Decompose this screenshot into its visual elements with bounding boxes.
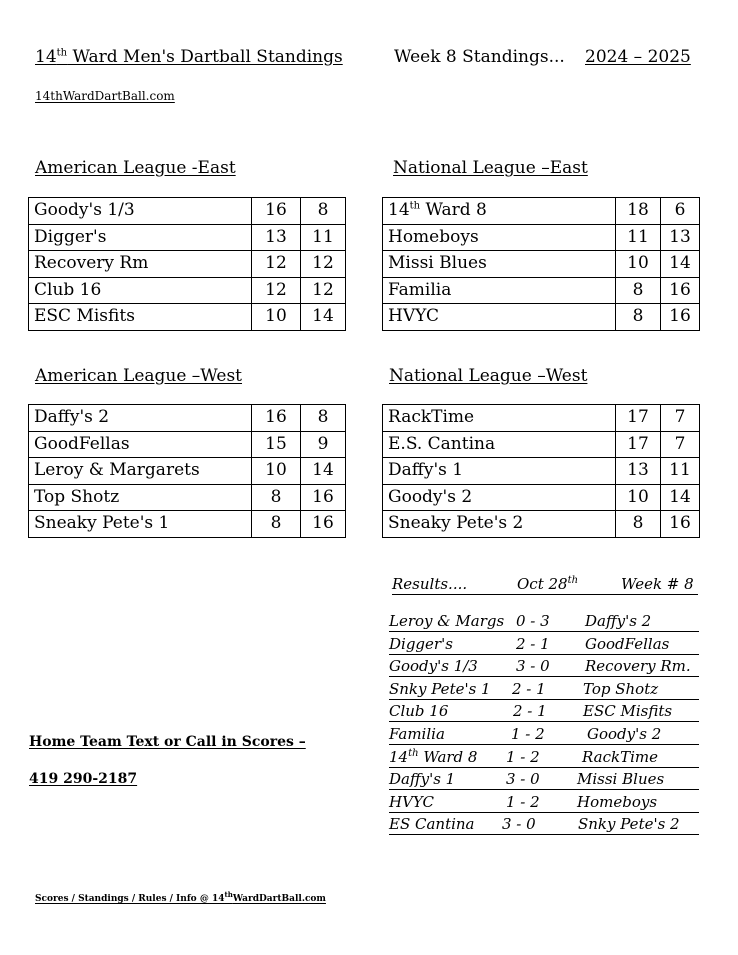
team-losses: 12 (301, 251, 346, 278)
team-name: Missi Blues (383, 251, 616, 278)
team-name: Sneaky Pete's 2 (383, 511, 616, 538)
result-home: Club 16 (389, 702, 449, 721)
team-wins: 17 (616, 431, 661, 458)
team-losses: 16 (301, 484, 346, 511)
table-row (383, 277, 700, 304)
team-name: E.S. Cantina (383, 431, 616, 458)
team-name: Familia (383, 277, 616, 304)
team-wins: 13 (252, 224, 301, 251)
team-name: Daffy's 2 (29, 405, 252, 432)
result-away: Top Shotz (583, 679, 659, 698)
team-wins: 13 (616, 458, 661, 485)
team-losses: 11 (661, 458, 700, 485)
result-away: Goody's 2 (587, 725, 662, 743)
team-losses: 9 (301, 431, 346, 458)
page-title: 14th Ward Men's Dartball Standings (35, 47, 343, 67)
team-wins: 12 (252, 277, 301, 304)
result-away: Missi Blues (577, 770, 665, 789)
team-losses: 7 (661, 405, 700, 432)
table-row (383, 304, 700, 331)
team-losses: 8 (301, 198, 346, 225)
result-row (389, 770, 699, 790)
team-wins: 8 (616, 277, 661, 304)
result-score: 1 - 2 (511, 725, 545, 743)
result-row (389, 702, 699, 722)
results-list (389, 612, 699, 842)
table-row (29, 224, 346, 251)
result-home: HVYC (389, 792, 435, 811)
table-row (29, 251, 346, 278)
team-wins: 10 (252, 458, 301, 485)
results-week: Week # 8 (621, 575, 694, 593)
al-east-table (28, 197, 346, 331)
results-label: Results.... (392, 575, 468, 593)
result-away: Snky Pete's 2 (578, 815, 680, 834)
table-row (29, 484, 346, 511)
result-away: Homeboys (577, 792, 658, 811)
team-losses: 16 (661, 511, 700, 538)
table-row (383, 251, 700, 278)
nl-west-title: National League –West (389, 366, 588, 386)
team-wins: 11 (616, 224, 661, 251)
team-name: ESC Misfits (29, 304, 252, 331)
result-row (389, 793, 699, 813)
table-row (383, 431, 700, 458)
nl-west-table (382, 404, 700, 538)
result-home: Digger's (389, 634, 453, 653)
team-losses: 16 (661, 277, 700, 304)
website-link[interactable]: 14thWardDartBall.com (35, 89, 175, 103)
team-losses: 16 (301, 511, 346, 538)
table-row (383, 198, 700, 225)
team-wins: 10 (616, 484, 661, 511)
team-name: Homeboys (383, 224, 616, 251)
table-row (29, 277, 346, 304)
result-home: Familia (389, 725, 445, 743)
team-name: GoodFellas (29, 431, 252, 458)
team-name: Top Shotz (29, 484, 252, 511)
result-score: 0 - 3 (516, 612, 550, 630)
team-wins: 8 (252, 484, 301, 511)
team-name: Club 16 (29, 277, 252, 304)
table-row (383, 405, 700, 432)
team-losses: 11 (301, 224, 346, 251)
team-name: HVYC (383, 304, 616, 331)
result-home: Leroy & Margs (389, 612, 505, 630)
team-wins: 16 (252, 405, 301, 432)
team-wins: 10 (252, 304, 301, 331)
contact-label: Home Team Text or Call in Scores – (29, 734, 306, 750)
team-losses: 14 (661, 251, 700, 278)
table-row (29, 431, 346, 458)
result-score: 3 - 0 (506, 770, 540, 789)
table-row (383, 224, 700, 251)
result-home: Goody's 1/3 (389, 657, 478, 676)
team-name: Sneaky Pete's 1 (29, 511, 252, 538)
team-name: Goody's 2 (383, 484, 616, 511)
result-away: RackTime (582, 747, 658, 766)
result-row (389, 748, 699, 768)
team-wins: 18 (616, 198, 661, 225)
team-wins: 15 (252, 431, 301, 458)
result-score: 3 - 0 (502, 815, 536, 834)
result-away: ESC Misfits (583, 702, 673, 721)
table-row (383, 511, 700, 538)
table-row (383, 484, 700, 511)
result-row (389, 680, 699, 700)
result-home: Daffy's 1 (389, 770, 456, 789)
team-name: Leroy & Margarets (29, 458, 252, 485)
result-score: 1 - 2 (506, 792, 540, 811)
nl-east-table (382, 197, 700, 331)
results-date: Oct 28th (517, 575, 579, 593)
results-header (392, 575, 698, 595)
week-label: Week 8 Standings... (394, 47, 565, 67)
result-score: 2 - 1 (513, 702, 547, 721)
team-losses: 14 (301, 304, 346, 331)
result-score: 2 - 1 (516, 634, 550, 653)
result-row (389, 815, 699, 835)
result-score: 1 - 2 (506, 747, 540, 766)
team-wins: 8 (616, 304, 661, 331)
team-name: Goody's 1/3 (29, 198, 252, 225)
result-home: ES Cantina (389, 815, 475, 834)
team-wins: 12 (252, 251, 301, 278)
team-losses: 14 (661, 484, 700, 511)
team-wins: 8 (616, 511, 661, 538)
nl-east-title: National League –East (393, 158, 588, 178)
al-west-table (28, 404, 346, 538)
team-name: RackTime (383, 405, 616, 432)
team-name: 14th Ward 8 (383, 198, 616, 225)
team-wins: 16 (252, 198, 301, 225)
team-wins: 8 (252, 511, 301, 538)
team-wins: 10 (616, 251, 661, 278)
al-east-title: American League -East (35, 158, 236, 178)
result-row (389, 657, 699, 677)
result-away: GoodFellas (585, 634, 670, 653)
contact-phone[interactable]: 419 290-2187 (29, 771, 138, 787)
team-losses: 14 (301, 458, 346, 485)
team-losses: 6 (661, 198, 700, 225)
team-losses: 12 (301, 277, 346, 304)
team-losses: 7 (661, 431, 700, 458)
team-losses: 13 (661, 224, 700, 251)
result-away: Recovery Rm. (585, 657, 691, 676)
al-west-title: American League –West (35, 366, 243, 386)
table-row (383, 458, 700, 485)
result-home: Snky Pete's 1 (389, 679, 491, 698)
team-name: Daffy's 1 (383, 458, 616, 485)
table-row (29, 304, 346, 331)
result-row (389, 612, 699, 632)
table-row (29, 458, 346, 485)
result-row (389, 635, 699, 655)
team-wins: 17 (616, 405, 661, 432)
table-row (29, 405, 346, 432)
result-row (389, 725, 699, 745)
table-row (29, 511, 346, 538)
team-name: Digger's (29, 224, 252, 251)
season-label: 2024 – 2025 (585, 47, 691, 67)
team-losses: 16 (661, 304, 700, 331)
result-away: Daffy's 2 (585, 612, 652, 630)
result-score: 2 - 1 (512, 679, 546, 698)
footer-info[interactable]: Scores / Standings / Rules / Info @ 14thWardDartBall.com (35, 890, 326, 904)
result-home: 14th Ward 8 (389, 747, 478, 766)
team-name: Recovery Rm (29, 251, 252, 278)
team-losses: 8 (301, 405, 346, 432)
table-row (29, 198, 346, 225)
result-score: 3 - 0 (516, 657, 550, 676)
